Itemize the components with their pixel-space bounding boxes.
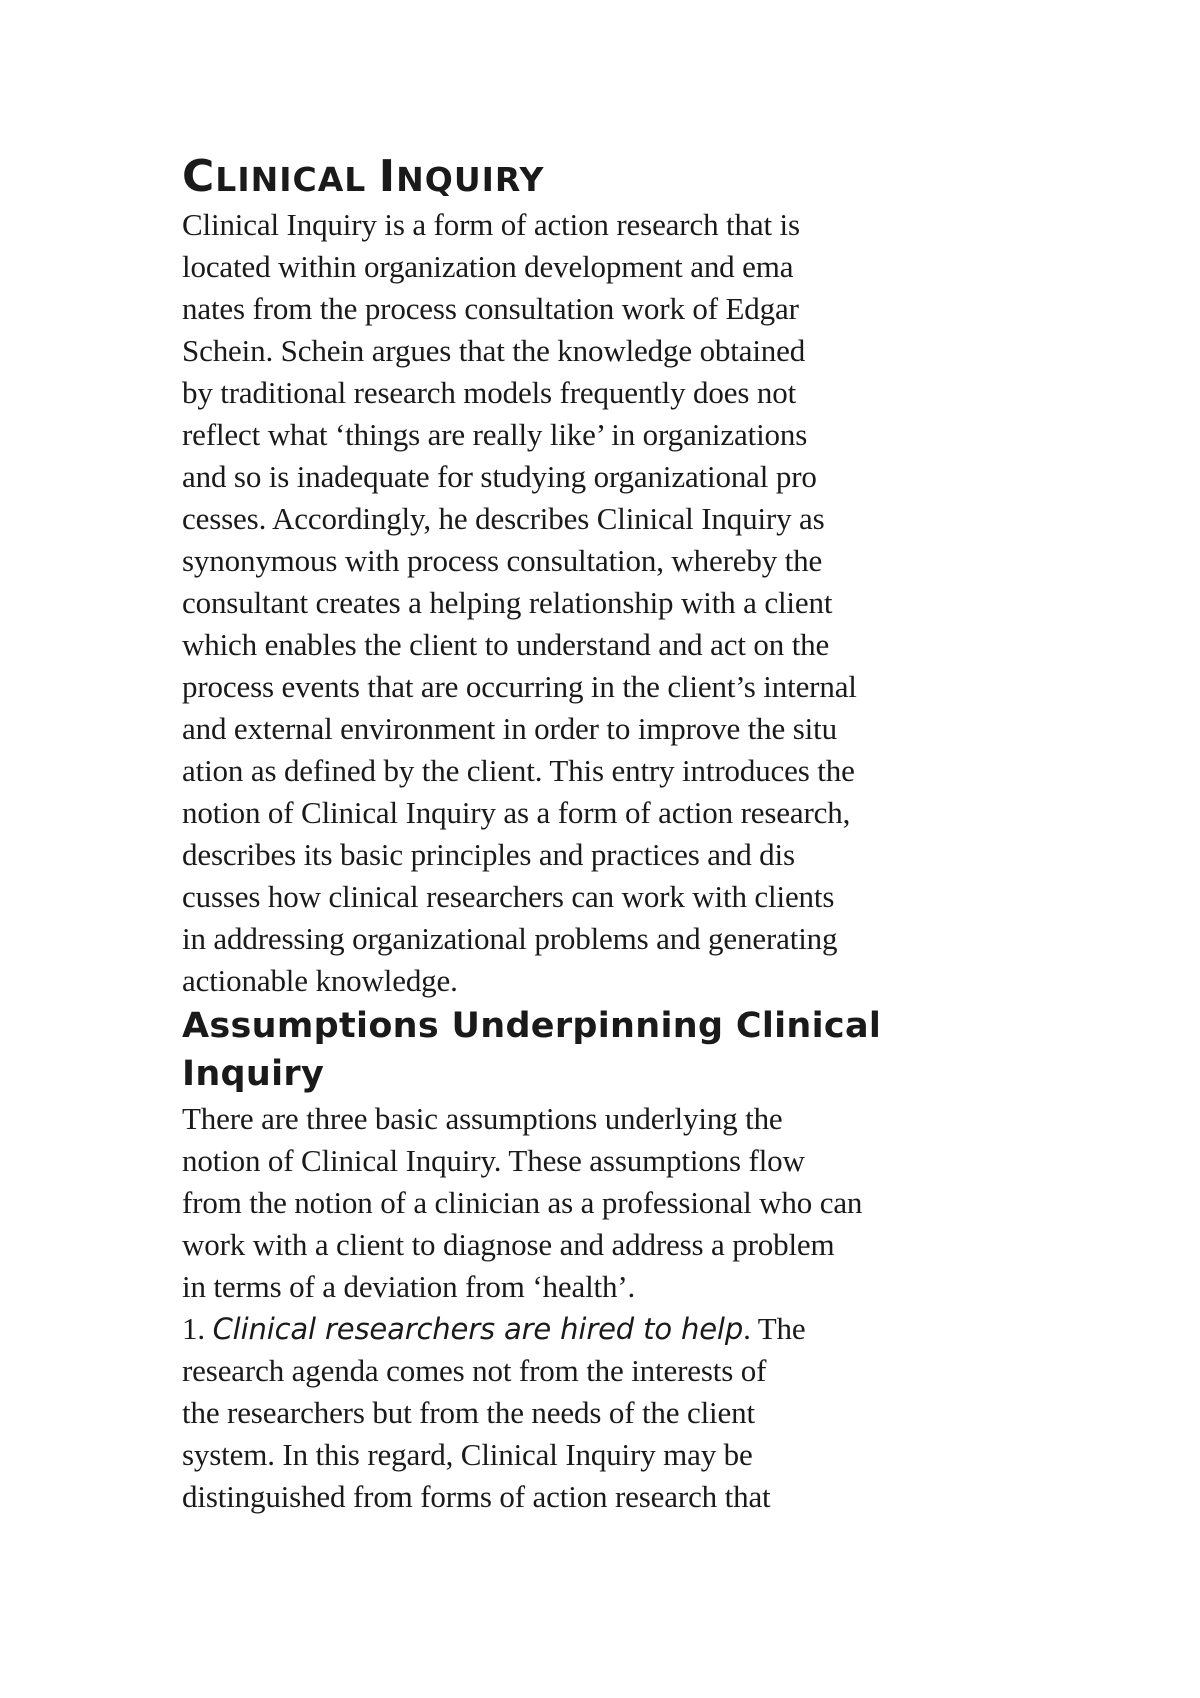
continuation-line: research agenda comes not from the interests of bbox=[182, 1353, 767, 1388]
section-line: in terms of a deviation from ‘health’. bbox=[182, 1269, 636, 1304]
intro-line: cesses. Accordingly, he describes Clinical Inquiry as bbox=[182, 501, 825, 536]
document-content bbox=[182, 150, 1022, 1518]
intro-line: process events that are occurring in the client’s internal bbox=[182, 669, 857, 704]
section-line: notion of Clinical Inquiry. These assumptions flow bbox=[182, 1143, 805, 1178]
item-after-emphasis: . The bbox=[743, 1311, 806, 1346]
title-rest-1: LINICAL bbox=[215, 160, 367, 199]
intro-line: which enables the client to understand and act on the bbox=[182, 627, 830, 662]
section-line: work with a client to diagnose and address a problem bbox=[182, 1227, 835, 1262]
item-number: 1. bbox=[182, 1311, 205, 1346]
continuation-line: distinguished from forms of action research that bbox=[182, 1479, 771, 1514]
intro-line: synonymous with process consultation, whereby the bbox=[182, 543, 823, 578]
intro-line: ation as defined by the client. This entry introduces the bbox=[182, 753, 855, 788]
continuation-line: the researchers but from the needs of the client bbox=[182, 1395, 755, 1430]
intro-line: consultant creates a helping relationship with a client bbox=[182, 585, 833, 620]
intro-line: cusses how clinical researchers can work with clients bbox=[182, 879, 835, 914]
intro-line: nates from the process consultation work of Edgar bbox=[182, 291, 799, 326]
intro-line: located within organization development and ema bbox=[182, 249, 794, 284]
intro-line: actionable knowledge. bbox=[182, 963, 458, 998]
title-initial-1: C bbox=[182, 151, 216, 202]
continuation-paragraph bbox=[182, 1350, 1022, 1518]
continuation-line: system. In this regard, Clinical Inquiry may be bbox=[182, 1437, 753, 1472]
title-rest-2: NQUIRY bbox=[396, 160, 545, 199]
numbered-item-line bbox=[182, 1308, 1022, 1350]
intro-line: and external environment in order to improve the situ bbox=[182, 711, 837, 746]
title-text bbox=[182, 151, 545, 202]
intro-line: notion of Clinical Inquiry as a form of action research, bbox=[182, 795, 851, 830]
section-paragraph bbox=[182, 1098, 1022, 1308]
item-emphasis: Clinical researchers are hired to help bbox=[212, 1312, 744, 1346]
section-line: from the notion of a clinician as a professional who can bbox=[182, 1185, 863, 1220]
intro-line: in addressing organizational problems and generating bbox=[182, 921, 838, 956]
intro-line: describes its basic principles and practices and dis bbox=[182, 837, 795, 872]
intro-line: Schein. Schein argues that the knowledge obtained bbox=[182, 333, 806, 368]
intro-line: reflect what ‘things are really like’ in organizations bbox=[182, 417, 808, 452]
section-heading-line: Inquiry bbox=[182, 1054, 325, 1094]
section-heading bbox=[182, 1002, 1022, 1098]
intro-line: and so is inadequate for studying organizational pro bbox=[182, 459, 817, 494]
title-initial-2: I bbox=[378, 151, 397, 202]
document-title bbox=[182, 150, 1022, 204]
section-line: There are three basic assumptions underlying the bbox=[182, 1101, 783, 1136]
intro-line: Clinical Inquiry is a form of action research that is bbox=[182, 207, 800, 242]
section-heading-line: Assumptions Underpinning Clinical bbox=[182, 1006, 882, 1046]
intro-line: by traditional research models frequently does not bbox=[182, 375, 797, 410]
intro-paragraph bbox=[182, 204, 1022, 1002]
